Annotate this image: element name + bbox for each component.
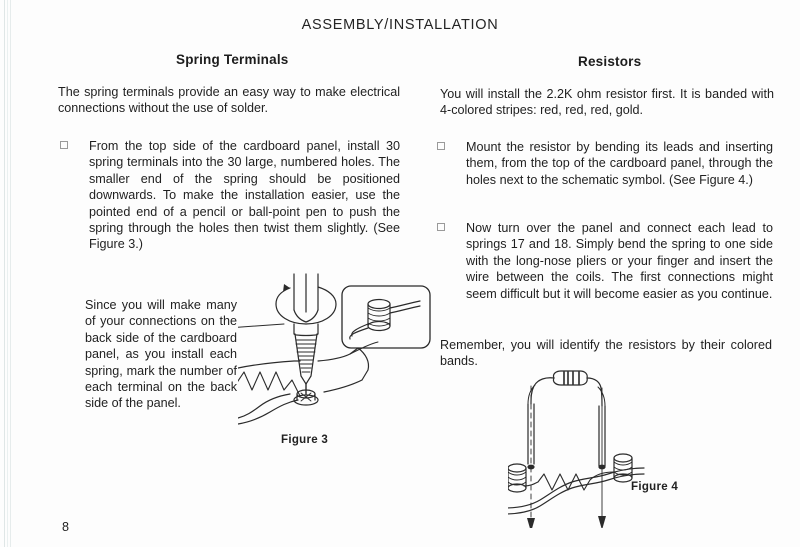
left-intro-paragraph: The spring terminals provide an easy way to make electrical connections without the use of solder.: [58, 85, 400, 116]
checkbox-icon[interactable]: [437, 223, 445, 231]
section-heading-spring-terminals: Spring Terminals: [176, 52, 289, 67]
page-title: ASSEMBLY/INSTALLATION: [301, 17, 499, 33]
checklist-item: [437, 139, 777, 188]
scan-edge-line: [7, 0, 8, 547]
checklist-item-text: Now turn over the panel and connect each lead to springs 17 and 18. Simply bend the spring to one side with the long-nose pliers or your finger and insert the wire between the coils. The first connections might seem difficult but it will become easier as you continue.: [466, 221, 773, 301]
scan-edge-line: [10, 0, 11, 547]
checkbox-icon[interactable]: [437, 142, 445, 150]
checklist-item-text: Mount the resistor by bending its leads and inserting them, from the top of the cardboard panel, through the holes next to the schematic symbol. (See Figure 4.): [466, 140, 773, 187]
section-heading-resistors: Resistors: [578, 54, 642, 69]
checklist-item: [60, 138, 400, 253]
checklist-item-text: From the top side of the cardboard panel, install 30 spring terminals into the 30 large, numbered holes. The smaller end of the spring should be positioned downwards. To make the installation easier, use the pointed end of a pencil or ball-point pen to push the spring through the holes then twist them slightly. (See Figure 3.): [89, 139, 400, 252]
figure-3-illustration: [238, 272, 434, 432]
right-closing-paragraph: Remember, you will identify the resistors by their colored bands.: [440, 338, 772, 369]
figure-3-caption: Figure 3: [281, 434, 329, 446]
checkbox-icon[interactable]: [60, 141, 68, 149]
right-intro-paragraph: You will install the 2.2K ohm resistor first. It is banded with 4-colored stripes: red, red, red, gold.: [440, 87, 774, 118]
page-number: 8: [62, 520, 70, 534]
figure-4-illustration: [508, 368, 658, 528]
figure-4-caption: Figure 4: [631, 481, 679, 493]
scan-edge-line: [4, 0, 5, 547]
left-narrow-paragraph: Since you will make many of your connections on the back side of the cardboard panel, as you install each spring, mark the number of each terminal on the back side of the panel.: [85, 298, 237, 411]
checklist-item: [437, 220, 777, 302]
